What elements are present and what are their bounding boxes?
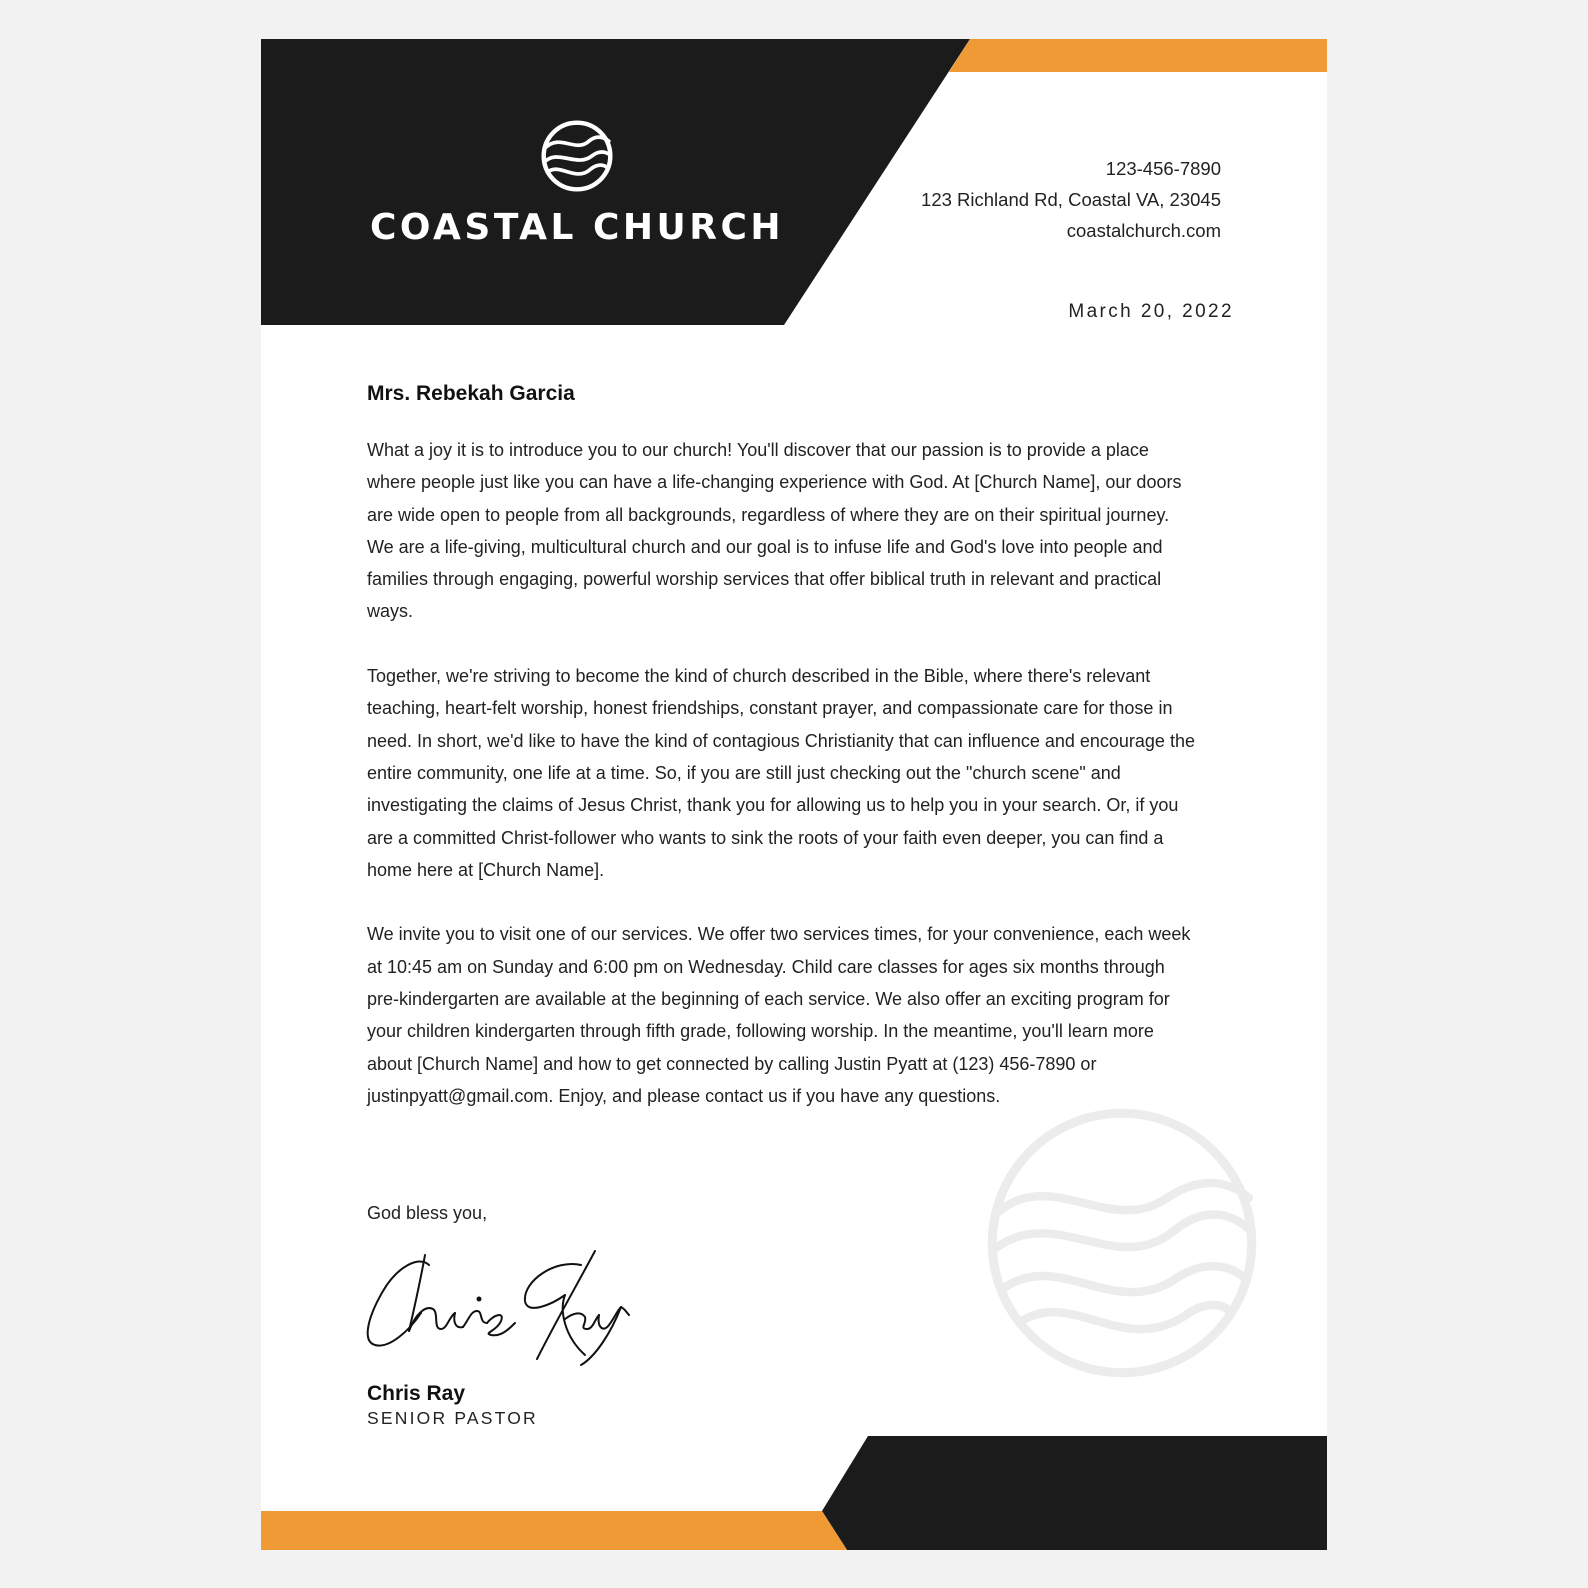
handwritten-signature (359, 1249, 639, 1374)
letterhead-page (261, 39, 1327, 1550)
closing-line: God bless you, (367, 1203, 488, 1223)
recipient-name: Mrs. Rebekah Garcia (367, 382, 575, 405)
church-brand (367, 119, 787, 248)
watermark-logo-icon (981, 1102, 1263, 1384)
footer-dark-band (822, 1436, 1327, 1550)
signer-title: SENIOR PASTOR (367, 1408, 538, 1428)
letter-body (367, 434, 1197, 1145)
body-paragraph: Together, we're striving to become the kind of church described in the Bible, where there's relevant teaching, heart-felt worship, honest friendships, constant prayer, and compassionate care for those in need. In short, we'd like to have the kind of contagious Christianity that can influence and encourage the entire community, one life at a time. So, if you are still just checking out the "church scene" and investigating the claims of Jesus Christ, thank you for allowing us to help you in your search. Or, if you are a committed Christ-follower who wants to sink the roots of your faith even deeper, you can find a home here at [Church Name]. (367, 666, 1195, 880)
church-name: COASTAL CHURCH (370, 207, 784, 248)
body-paragraph: What a joy it is to introduce you to our church! You'll discover that our passion is to provide a place where people just like you can have a life-changing experience with God. At [Church Name], our doors are wide open to people from all backgrounds, regardless of where they are on their spiritual journey. We are a life-giving, multicultural church and our goal is to infuse life and God's love into people and families through engaging, powerful worship services that offer biblical truth in relevant and practical ways. (367, 440, 1182, 622)
body-paragraph: We invite you to visit one of our services. We offer two services times, for your convenience, each week at 10:45 am on Sunday and 6:00 pm on Wednesday. Child care classes for ages six months through pre-kindergarten are available at the beginning of each service. We also offer an exciting program for your children kindergarten through fifth grade, following worship. In the meantime, you'll learn more about [Church Name] and how to get connected by calling Justin Pyatt at (123) 456-7890 or justinpyatt@gmail.com. Enjoy, and please contact us if you have any questions. (367, 924, 1191, 1106)
header-accent-stripe (949, 39, 1327, 72)
street-address: 123 Richland Rd, Coastal VA, 23045 (921, 189, 1221, 210)
wave-globe-icon (540, 119, 614, 193)
phone-number: 123-456-7890 (1105, 158, 1221, 179)
footer-accent-stripe (261, 1511, 847, 1550)
website: coastalchurch.com (1066, 220, 1221, 241)
signer-name: Chris Ray (367, 1382, 466, 1405)
letter-date: March 20, 2022 (1068, 301, 1234, 322)
contact-block (921, 153, 1221, 246)
